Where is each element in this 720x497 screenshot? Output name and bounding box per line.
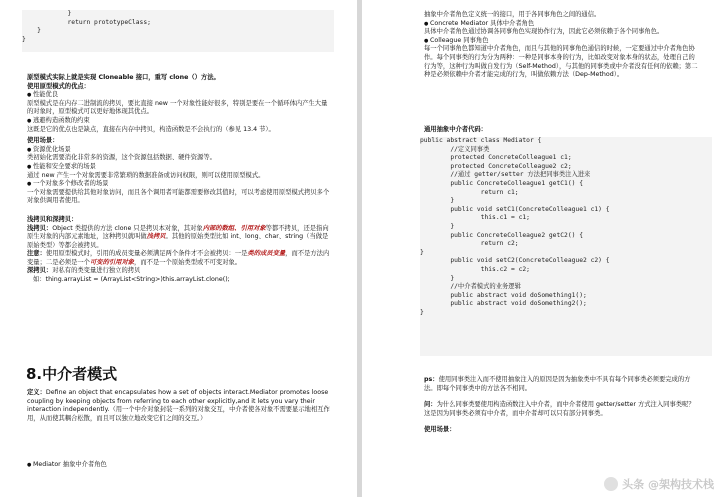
note-text-1: 使用原型模式时，引用的成员变量必须满足两个条件才不会被拷贝：一是 [45, 250, 248, 258]
right-text-bottom [424, 376, 700, 435]
right-text-top [424, 11, 700, 80]
code-main-line: } [420, 248, 424, 256]
code-main-line: public abstract void doSomething2(); [420, 300, 587, 308]
code-main-line: public abstract void doSomething1(); [420, 291, 587, 299]
shallow-text-1: Object 类提供的方法 clone 只是拷贝本对象，其对象 [52, 224, 203, 232]
intro-text: 原型模式实际上就是实现 Cloneable 接口，重写 clone（）方法。 [27, 74, 220, 81]
note-label: 注意： [27, 250, 46, 258]
adv2-title: ● 逃避构造函数的约束 [27, 117, 332, 126]
section-heading: 8.中介者模式 [26, 365, 118, 383]
code-mediator [420, 137, 712, 356]
note-text-2: ，而不是方法内变量；二是必须是一个 [27, 250, 330, 266]
use1-text: 类初始化需要消化非常多的资源，这个资源包括数据、硬件资源等。 [27, 154, 216, 162]
copy-title: 浅拷贝和深拷贝： [27, 215, 78, 223]
code-main-line: return c2; [420, 240, 519, 248]
adv1-title: ● 性能优良 [27, 91, 332, 100]
question-text: 为什么同事类要使用构造函数注入中介者，而中介者使用 getter/setter 方式注入同事类呢？ [436, 401, 695, 409]
definition-text: Define an object that encapsulates how a set of objects interact.Mediator promotes loose coupling by keeping objects from referring to each other explicitly,and it lets you vary their interaction independently.（用一个中介对象封装一系列的对象交互，中介者使各对象不需要显示地相互作用，从而使其耦合松散，而且可以独立地改变它们之间的交互。） [27, 389, 330, 422]
shallow-highlight-2: 浅拷贝 [146, 233, 166, 241]
definition-block [27, 389, 332, 423]
mediator-bullet-block [27, 461, 332, 470]
code-top-line: } [22, 35, 26, 43]
shallow-label: 浅拷贝： [27, 224, 53, 232]
code-top-line: } [22, 10, 72, 17]
code-main-line: this.c2 = c2; [420, 265, 530, 273]
colleague-title: ● Colleague 同事角色 [424, 37, 700, 46]
colleague-desc: 每一个同事角色都知道中介者角色，而且与其他的同事角色通信的时候，一定要通过中介者角色协作。每个同事类的行为分为两种：一种是同事本身的行为，比如改变对象本身的状态，处理自己的行为等，这种行为叫做自发行为（Self-Method），与其他的同事类或中介者没有任何的依赖；第二种是必须依赖中介者才能完成的行为，叫做依赖方法（Dep-Method）。 [424, 45, 698, 79]
code-main-line: public abstract class Mediator { [420, 137, 542, 144]
code-main-line: //通过 getter/setter 方法把同事类注入进来 [420, 171, 591, 179]
code-main-line: return c1; [420, 188, 519, 196]
deep-paragraph [27, 267, 332, 276]
ps-text: 使用同事类注入而不使用抽象注入的原因是因为抽象类中不具有每个同事类必须要完成的方法。即每个同事类中的方法各不相同。 [424, 376, 691, 392]
use2-title: ● 性能和安全要求的场景 [27, 163, 332, 172]
adv2-text: 这既是它的优点也是缺点，直接在内存中拷贝，构造函数是不会执行的（参见 13.4 节）。 [27, 125, 275, 133]
shallow-text-3: 。其他的原始类型比如 int、long、char、string（当做是原始类型）等都会被拷贝。 [27, 233, 329, 249]
code-main-line: protected ConcreteColleague1 c1; [420, 154, 572, 162]
code-main-line: } [420, 197, 455, 205]
watermark-text: 头条 @架构技术栈 [622, 478, 714, 491]
code-top-line: } [22, 27, 41, 35]
code-main-line: //定义同事类 [420, 145, 490, 153]
note-paragraph [27, 250, 332, 267]
code-main-line: public ConcreteColleague2 getC2() { [420, 231, 584, 239]
deep-text: 对私有的类变量进行独立的拷贝 [52, 267, 141, 275]
concrete-mediator-desc: 具体中介者角色通过协调各同事角色实现协作行为，因此它必须依赖于各个同事角色。 [424, 28, 664, 36]
note-highlight-1: 类的成员变量 [247, 250, 286, 258]
watermark-logo-icon [604, 477, 618, 491]
note-highlight-2: 可变的引用对象 [89, 258, 135, 266]
use3-title: ● 一个对象多个修改者的场景 [27, 180, 332, 189]
definition-label: 定义： [27, 389, 46, 396]
code-snippet-top [22, 10, 334, 52]
adv1-text: 原型模式是在内存二进制流的拷贝，要比直接 new 一个对象性能好很多，特别是要在一个循环体内产生大量的对象时，原型模式可以更好地体现其优点。 [27, 99, 328, 116]
code-main-line: public ConcreteColleague1 getC1() { [420, 179, 584, 187]
code-main-line: } [420, 274, 455, 282]
deep-example: 如：thing.arrayList = (ArrayList<String>)this.arrayList.clone(); [33, 276, 230, 284]
code-main-line: } [420, 222, 455, 230]
code-main-line: this.c1 = c1; [420, 214, 530, 222]
question-label: 问： [424, 401, 437, 409]
mediator-desc: 抽象中介者角色定义统一的接口，用于各同事角色之间的通信。 [424, 11, 601, 18]
left-page [0, 0, 357, 497]
shallow-text-2: 等都不拷贝，还是指向原生对象的内部元素地址，这种拷贝就叫做 [27, 224, 329, 241]
use3-text: 一个对象需要提供给其他对象访问，而且各个调用者可能都需要修改其值时，可以考虑使用原型模式拷贝多个对象供调用者使用。 [27, 188, 330, 205]
watermark [604, 476, 714, 492]
left-text-body [27, 74, 332, 285]
use-title: 使用场景： [27, 137, 59, 145]
mediator-bullet: ● Mediator 抽象中介者角色 [27, 461, 332, 470]
concrete-mediator-title: ● Concrete Mediator 具体中介者角色 [424, 20, 700, 29]
right-page [362, 0, 720, 497]
code-main-line: } [420, 308, 424, 316]
ps-label: ps： [424, 376, 439, 383]
code-main-line: public void setC2(ConcreteColleague2 c2) { [420, 257, 610, 265]
code-main-line: //中介者模式的业务逻辑 [420, 283, 521, 291]
advantages-title: 使用原型模式的优点： [27, 82, 90, 90]
right-use-title: 使用场景： [424, 426, 456, 434]
code-main-line: public void setC1(ConcreteColleague1 c1) { [420, 205, 610, 213]
note-text-3: ，而不是一个原始类型或不可变对象。 [134, 258, 242, 266]
shallow-paragraph [27, 225, 332, 251]
code-top-line: return prototypeClass; [22, 18, 151, 26]
deep-label: 深拷贝： [27, 267, 53, 275]
answer-text: 这是因为同事类必须有中介者，而中介者却可以只有部分同事类。 [424, 409, 607, 417]
shallow-highlight-1: 内部的数组、引用对象 [202, 224, 266, 232]
code-main-line: protected ConcreteColleague2 c2; [420, 162, 572, 170]
code-title: 通用抽象中介者代码： [424, 126, 487, 133]
use2-text: 通过 new 产生一个对象需要非常繁琐的数据准备或访问权限，则可以使用原型模式。 [27, 171, 265, 179]
use1-title: ● 资源优化场景 [27, 146, 332, 155]
